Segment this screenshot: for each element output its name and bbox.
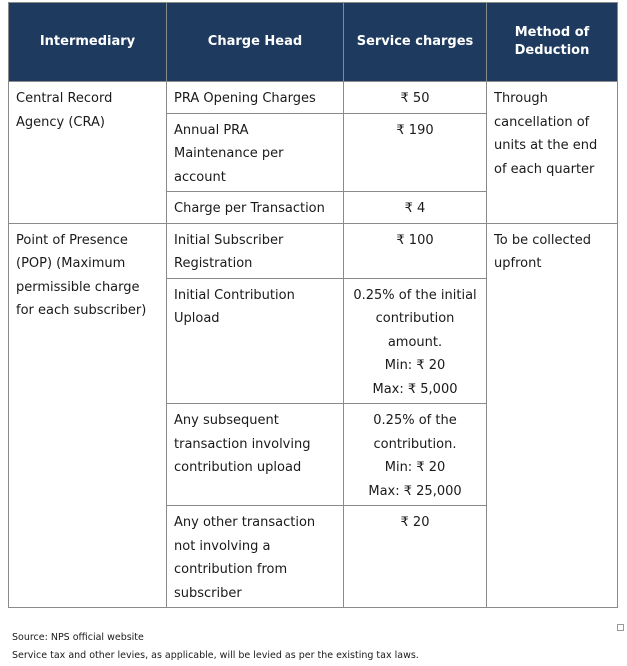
- service-charge-cell: ₹ 50: [344, 82, 487, 114]
- table-header-row: [9, 3, 618, 82]
- charge-head-cell: Annual PRA Maintenance per account: [167, 113, 344, 192]
- service-charge-cell: ₹ 190: [344, 113, 487, 192]
- cra-intermediary-cell: Central Record Agency (CRA): [9, 82, 167, 224]
- charge-head-cell: Initial Contribution Upload: [167, 278, 344, 404]
- table-resize-handle[interactable]: [617, 624, 624, 631]
- service-charge-cell: ₹ 20: [344, 506, 487, 608]
- tax-note: Service tax and other levies, as applicable, will be levied as per the existing tax laws.: [12, 650, 419, 661]
- nps-charges-table: [8, 2, 618, 608]
- cra-method-cell: Through cancellation of units at the end of each quarter: [487, 82, 618, 224]
- header-charge-head: Charge Head: [167, 3, 344, 82]
- charge-head-cell: Charge per Transaction: [167, 192, 344, 224]
- charge-line: contribution: [375, 311, 455, 326]
- charge-line: Min: ₹ 20: [384, 460, 446, 475]
- service-charge-cell: ₹ 100: [344, 223, 487, 278]
- charge-head-cell: PRA Opening Charges: [167, 82, 344, 114]
- charge-head-cell: Any other transaction not involving a contribution from subscriber: [167, 506, 344, 608]
- charge-line: Max: ₹ 25,000: [368, 483, 462, 499]
- charge-line: 0.25% of the: [373, 413, 457, 428]
- charge-line: Max: ₹ 5,000: [372, 381, 458, 397]
- header-intermediary: Intermediary: [9, 3, 167, 82]
- charge-line: amount.: [387, 334, 443, 350]
- service-charge-cell: [344, 404, 487, 506]
- charge-head-cell: Initial Subscriber Registration: [167, 223, 344, 278]
- service-charge-cell: [344, 278, 487, 404]
- source-note: Source: NPS official website: [12, 632, 144, 643]
- table-row: [9, 223, 618, 278]
- charge-line: contribution.: [373, 436, 457, 452]
- charge-line: 0.25% of the initial: [353, 287, 477, 303]
- charge-head-cell: Any subsequent transaction involving contribution upload: [167, 404, 344, 506]
- charge-line: Min: ₹ 20: [384, 358, 446, 373]
- header-method-of-deduction: Method of Deduction: [487, 3, 618, 82]
- pop-intermediary-cell: Point of Presence (POP) (Maximum permissible charge for each subscriber): [9, 223, 167, 608]
- table-row: [9, 82, 618, 114]
- pop-method-cell: To be collected upfront: [487, 223, 618, 608]
- service-charge-cell: ₹ 4: [344, 192, 487, 224]
- header-service-charges: Service charges: [344, 3, 487, 82]
